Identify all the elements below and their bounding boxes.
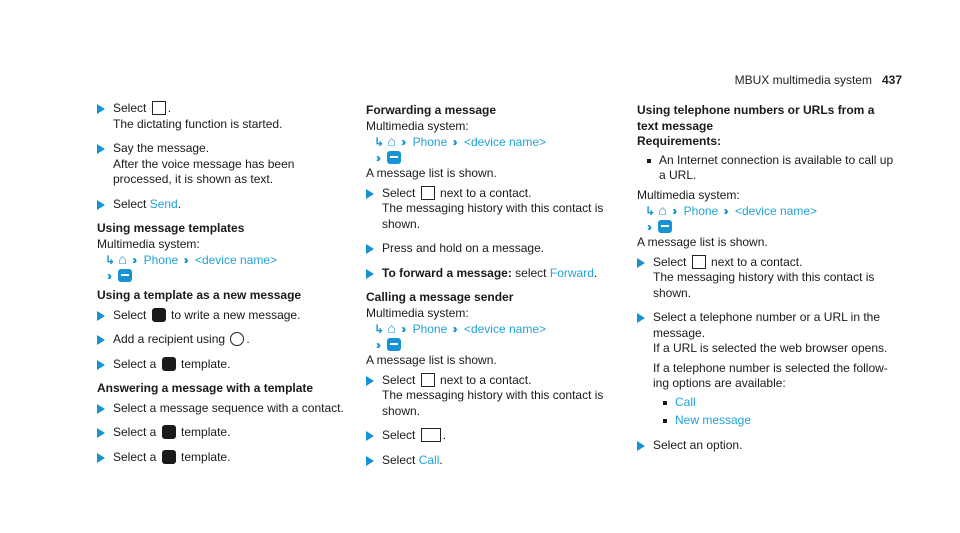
call-link[interactable]: Call: [418, 452, 440, 467]
bullet-icon: [663, 401, 667, 405]
step-arrow-icon: [366, 456, 374, 466]
step-arrow-icon: [366, 431, 374, 441]
more-options-icon: [421, 428, 441, 442]
step-item: Select an option.: [637, 438, 899, 454]
step-arrow-icon: [97, 404, 105, 414]
column-1: Select . The dictating function is started. Say the message. After the voice message has been processed, it is shown as text. Select Send. Using message templates Multimedia system: ↳ ⌂ ›› Phone ›› <device name> ›› Using a template as a new message Select to write a new message. Add a recipient using . Select a template. Answering a message with a template Select a message sequence with a contact. Select a template. Select a template.: [97, 101, 355, 474]
section-heading: Using a template as a new message: [97, 288, 302, 302]
list-item: [663, 395, 899, 411]
step-arrow-icon: [97, 144, 105, 154]
add-recipient-icon: [230, 332, 244, 346]
step-arrow-icon: [97, 335, 105, 345]
step-item: Select a template.: [97, 357, 355, 373]
chevron-right-icon: [692, 255, 706, 269]
chevron-icon: ››: [452, 135, 455, 149]
chevron-right-icon: [421, 186, 435, 200]
step-item: Select next to a contact. The messaging history with this contact is shown.: [366, 373, 624, 420]
step-item: Select to write a new message.: [97, 308, 355, 324]
step-arrow-icon: [366, 244, 374, 254]
column-3: Using telephone numbers or URLs from a text message Requirements: An Internet connection is available to call up a URL. Multimedia system: ↳ ⌂ ›› Phone ›› <device name> ›› A message list is shown. Select next to a contact. The messaging history with this contact is shown. Select a telephone number or a URL in the message. If a URL is selected the web browser opens. If a telephone number is selected the follow-ing options are available: Call New message Select an option.: [637, 101, 899, 462]
bullet-icon: [663, 419, 667, 423]
home-icon: ⌂: [387, 320, 396, 336]
chevron-icon: ››: [376, 337, 378, 352]
section-heading: Using telephone numbers or URLs from a text message: [637, 103, 875, 133]
step-item: Select a template.: [97, 450, 355, 466]
column-2: Forwarding a message Multimedia system: ↳ ⌂ ›› Phone ›› <device name> ›› A message list is shown. Select next to a contact. The messaging history with this contact is shown. Press and hold on a message. To forward a message: select Forward. Calling a message sender Multimedia system: ↳ ⌂ ›› Phone ›› <device name> ›› A message list is shown. Select next to a contact. The messaging history with this contact is shown. Select . Select Call.: [366, 101, 624, 477]
chevron-icon: ››: [401, 322, 404, 336]
chevron-icon: ››: [183, 253, 186, 267]
manual-title: MBUX multimedia system: [734, 73, 872, 87]
chevron-icon: ››: [376, 150, 378, 165]
forward-link[interactable]: Forward: [549, 265, 594, 280]
chevron-right-icon: [421, 373, 435, 387]
step-item: Select a message sequence with a contact.: [97, 401, 355, 417]
step-item: Select Send.: [97, 197, 355, 213]
step-arrow-icon: [366, 189, 374, 199]
path-start-icon: ↳: [374, 135, 385, 149]
call-option[interactable]: Call: [675, 394, 696, 409]
home-icon: ⌂: [387, 133, 396, 149]
page-header: [735, 73, 902, 89]
step-arrow-icon: [366, 376, 374, 386]
send-link[interactable]: Send: [149, 196, 178, 211]
step-arrow-icon: [97, 104, 105, 114]
step-arrow-icon: [97, 311, 105, 321]
step-item: Press and hold on a message.: [366, 241, 624, 257]
chevron-icon: ››: [107, 268, 109, 283]
step-item: Select next to a contact. The messaging history with this contact is shown.: [366, 186, 624, 233]
step-arrow-icon: [97, 428, 105, 438]
section-heading: Calling a message sender: [366, 290, 514, 304]
list-item: [663, 413, 899, 429]
path-start-icon: ↳: [105, 253, 116, 267]
document-template-icon: [162, 425, 176, 439]
section-heading: Forwarding a message: [366, 103, 497, 117]
step-item: Select next to a contact. The messaging history with this contact is shown.: [637, 255, 899, 302]
step-arrow-icon: [97, 360, 105, 370]
page-number: 437: [881, 73, 902, 87]
menu-path: ↳ ⌂ ›› Phone ›› <device name> ››: [645, 202, 818, 234]
section-heading: Using message templates: [97, 221, 245, 235]
chevron-icon: ››: [452, 322, 455, 336]
path-start-icon: ↳: [374, 322, 385, 336]
menu-path: ↳ ⌂ ›› Phone ›› <device name> ››: [105, 251, 278, 283]
step-arrow-icon: [97, 200, 105, 210]
microphone-icon: [152, 101, 166, 115]
message-icon: [387, 151, 401, 164]
step-item: Add a recipient using .: [97, 332, 355, 348]
step-item: Select a template.: [97, 425, 355, 441]
step-arrow-icon: [366, 269, 374, 279]
chevron-icon: ››: [672, 204, 675, 218]
path-start-icon: ↳: [645, 204, 656, 218]
bullet-icon: [647, 159, 651, 163]
message-icon: [387, 338, 401, 351]
chevron-icon: ››: [132, 253, 135, 267]
step-arrow-icon: [637, 313, 645, 323]
step-item: Say the message. After the voice message has been processed, it is shown as text.: [97, 141, 355, 188]
template-icon: [162, 357, 176, 371]
list-item: An Internet connection is available to call up a URL.: [647, 153, 899, 184]
menu-path: ↳ ⌂ ›› Phone ›› <device name> ››: [374, 320, 547, 352]
step-item: Select Call.: [366, 453, 624, 469]
step-item: To forward a message: select Forward.: [366, 266, 624, 282]
step-item: Select . The dictating function is started.: [97, 101, 355, 132]
chevron-icon: ››: [723, 204, 726, 218]
new-message-option[interactable]: New message: [675, 413, 752, 427]
home-icon: ⌂: [658, 202, 667, 218]
template-icon: [162, 450, 176, 464]
step-arrow-icon: [97, 453, 105, 463]
chevron-icon: ››: [647, 219, 649, 234]
menu-path: ↳ ⌂ ›› Phone ›› <device name> ››: [374, 133, 547, 165]
message-icon: [658, 220, 672, 233]
message-icon: [118, 269, 132, 282]
step-arrow-icon: [637, 258, 645, 268]
section-heading: Answering a message with a template: [97, 381, 314, 395]
step-arrow-icon: [637, 441, 645, 451]
step-item: Select .: [366, 428, 624, 444]
pencil-icon: [152, 308, 166, 322]
step-item: Select a telephone number or a URL in the message. If a URL is selected the web browser opens. If a telephone number is selected the follow-ing options are available: Call New message: [637, 310, 899, 429]
chevron-icon: ››: [401, 135, 404, 149]
home-icon: ⌂: [118, 251, 127, 267]
